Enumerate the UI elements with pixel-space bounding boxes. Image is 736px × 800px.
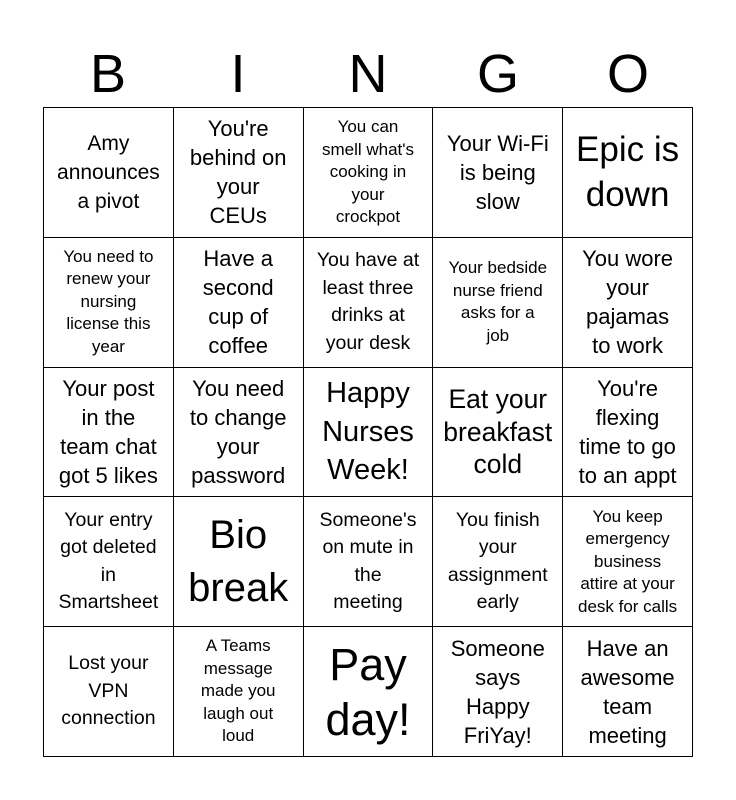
cell-text: You need to change your password	[189, 375, 287, 488]
bingo-cell-r1-c3[interactable]	[304, 108, 434, 238]
cell-text: Your bedside nurse friend asks for a job	[448, 258, 548, 345]
bingo-cell-r4-c5[interactable]	[563, 497, 693, 627]
cell-text: Eat your breakfast cold	[443, 384, 553, 480]
bingo-cell-r2-c1[interactable]	[44, 238, 174, 368]
bingo-cell-r3-c4[interactable]	[433, 368, 563, 498]
bingo-cell-r3-c3[interactable]	[304, 368, 434, 498]
cell-text: You're flexing time to go to an appt	[578, 375, 677, 488]
bingo-cell-r2-c2[interactable]	[174, 238, 304, 368]
bingo-cell-r5-c1[interactable]	[44, 627, 174, 757]
header-letter-b: B	[89, 44, 127, 104]
cell-text: Your Wi-Fi is being slow	[446, 130, 549, 214]
bingo-cell-r5-c3[interactable]	[304, 627, 434, 757]
cell-text: A Teams message made you laugh out loud	[200, 636, 276, 746]
cell-text: Someone's on mute in the meeting	[319, 508, 417, 614]
bingo-cell-r2-c5[interactable]	[563, 238, 693, 368]
bingo-board	[43, 107, 693, 757]
bingo-cell-r5-c2[interactable]	[174, 627, 304, 757]
cell-text: Epic is down	[576, 130, 680, 215]
cell-text: You need to renew your nursing license this year	[63, 246, 154, 356]
header-letter-n: N	[348, 44, 388, 104]
cell-text: You have at least three drinks at your desk	[316, 249, 420, 354]
bingo-cell-r1-c1[interactable]	[44, 108, 174, 238]
cell-text: Bio break	[188, 512, 289, 610]
bingo-cell-r1-c4[interactable]	[433, 108, 563, 238]
cell-text: Lost your VPN connection	[61, 652, 156, 730]
cell-text: Happy Nurses Week!	[322, 377, 414, 487]
bingo-cell-r1-c5[interactable]	[563, 108, 693, 238]
cell-text: You keep emergency business attire at your desk for calls	[577, 506, 678, 616]
cell-text: Amy announces a pivot	[57, 131, 160, 213]
bingo-cell-r4-c3[interactable]	[304, 497, 434, 627]
header-letter-i: I	[230, 44, 246, 104]
header-letter-g: G	[476, 44, 519, 104]
cell-text: Your post in the team chat got 5 likes	[58, 375, 158, 488]
header-letter-o: O	[606, 44, 649, 104]
bingo-cell-r5-c4[interactable]	[433, 627, 563, 757]
cell-text: You're behind on your CEUs	[189, 116, 287, 229]
cell-text: Pay day!	[325, 638, 411, 745]
cell-text: Your entry got deleted in Smartsheet	[58, 508, 159, 614]
bingo-cell-r3-c1[interactable]	[44, 368, 174, 498]
cell-text: Someone says Happy FriYay!	[450, 635, 545, 748]
cell-text: Have a second cup of coffee	[202, 246, 274, 359]
bingo-cell-r1-c2[interactable]	[174, 108, 304, 238]
bingo-cell-r3-c2[interactable]	[174, 368, 304, 498]
cell-text: Have an awesome team meeting	[580, 635, 675, 748]
cell-text: You finish your assignment early	[447, 508, 548, 614]
bingo-cell-r3-c5[interactable]	[563, 368, 693, 498]
bingo-header	[43, 40, 693, 108]
cell-text: You wore your pajamas to work	[582, 246, 674, 359]
bingo-cell-r4-c1[interactable]	[44, 497, 174, 627]
cell-text: You can smell what's cooking in your crockpot	[321, 117, 415, 227]
bingo-cell-r2-c3[interactable]	[304, 238, 434, 368]
bingo-cell-r4-c2[interactable]	[174, 497, 304, 627]
bingo-cell-r4-c4[interactable]	[433, 497, 563, 627]
bingo-cell-r5-c5[interactable]	[563, 627, 693, 757]
bingo-cell-r2-c4[interactable]	[433, 238, 563, 368]
